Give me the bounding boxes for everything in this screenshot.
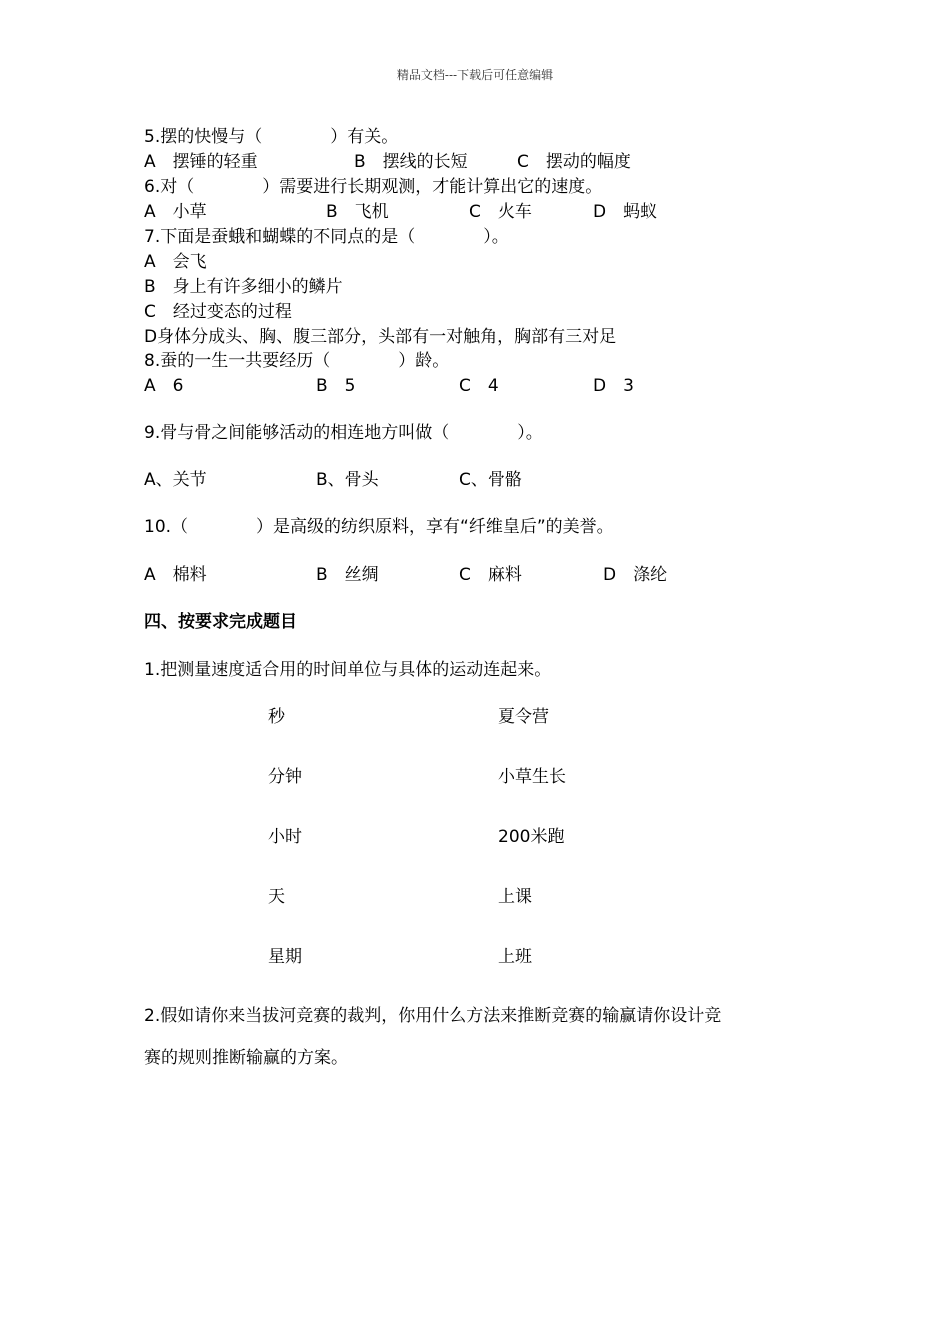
section-4-question-1: 1.把测量速度适合用的时间单位与具体的运动连起来。 bbox=[144, 660, 552, 680]
question-5-stem: 5.摆的快慢与（ ）有关。 bbox=[144, 127, 399, 147]
q10-option-d: D 涤纶 bbox=[603, 565, 668, 585]
match-left-item: 天 bbox=[268, 887, 285, 907]
q7-option-d: D身体分成头、胸、腹三部分，头部有一对触角，胸部有三对足 bbox=[144, 327, 617, 347]
q7-option-a: A 会飞 bbox=[144, 252, 207, 272]
q7-option-b: B 身上有许多细小的鳞片 bbox=[144, 277, 343, 297]
q5-option-b: B 摆线的长短 bbox=[354, 152, 468, 172]
q6-option-d: D 蚂蚁 bbox=[593, 202, 658, 222]
match-right-item: 200米跑 bbox=[498, 827, 565, 847]
section-4-question-2-line-1: 2.假如请你来当拔河竞赛的裁判，你用什么方法来推断竞赛的输赢请你设计竞 bbox=[144, 1006, 722, 1026]
match-left-item: 分钟 bbox=[268, 767, 302, 787]
q8-option-b: B 5 bbox=[316, 376, 356, 396]
page-header: 精品文档---下载后可任意编辑 bbox=[396, 68, 554, 82]
section-4-title: 四、按要求完成题目 bbox=[144, 612, 297, 632]
question-9-stem: 9.骨与骨之间能够活动的相连地方叫做（ ）。 bbox=[144, 423, 543, 443]
q10-option-c: C 麻料 bbox=[459, 565, 522, 585]
q8-option-a: A 6 bbox=[144, 376, 184, 396]
q6-option-a: A 小草 bbox=[144, 202, 207, 222]
q8-option-c: C 4 bbox=[459, 376, 499, 396]
q6-option-c: C 火车 bbox=[469, 202, 532, 222]
match-left-item: 星期 bbox=[268, 947, 302, 967]
match-left-item: 小时 bbox=[268, 827, 302, 847]
section-4-question-2-line-2: 赛的规则推断输赢的方案。 bbox=[144, 1048, 348, 1068]
q10-option-a: A 棉料 bbox=[144, 565, 207, 585]
q6-option-b: B 飞机 bbox=[326, 202, 389, 222]
question-7-stem: 7.下面是蚕蛾和蝴蝶的不同点的是（ ）。 bbox=[144, 227, 509, 247]
match-right-item: 上班 bbox=[498, 947, 532, 967]
question-6-stem: 6.对（ ）需要进行长期观测，才能计算出它的速度。 bbox=[144, 177, 603, 197]
q9-option-a: A、关节 bbox=[144, 470, 207, 490]
q5-option-a: A 摆锤的轻重 bbox=[144, 152, 258, 172]
q10-option-b: B 丝绸 bbox=[316, 565, 379, 585]
q9-option-b: B、骨头 bbox=[316, 470, 379, 490]
match-left-item: 秒 bbox=[268, 707, 285, 727]
q5-option-c: C 摆动的幅度 bbox=[517, 152, 631, 172]
match-right-item: 小草生长 bbox=[498, 767, 566, 787]
match-right-item: 上课 bbox=[498, 887, 532, 907]
match-right-item: 夏令营 bbox=[498, 707, 549, 727]
q9-option-c: C、骨骼 bbox=[459, 470, 522, 490]
q8-option-d: D 3 bbox=[593, 376, 634, 396]
question-10-stem: 10.（ ）是高级的纺织原料，享有“纤维皇后”的美誉。 bbox=[144, 517, 614, 537]
q7-option-c: C 经过变态的过程 bbox=[144, 302, 292, 322]
question-8-stem: 8.蚕的一生一共要经历（ ）龄。 bbox=[144, 351, 450, 371]
